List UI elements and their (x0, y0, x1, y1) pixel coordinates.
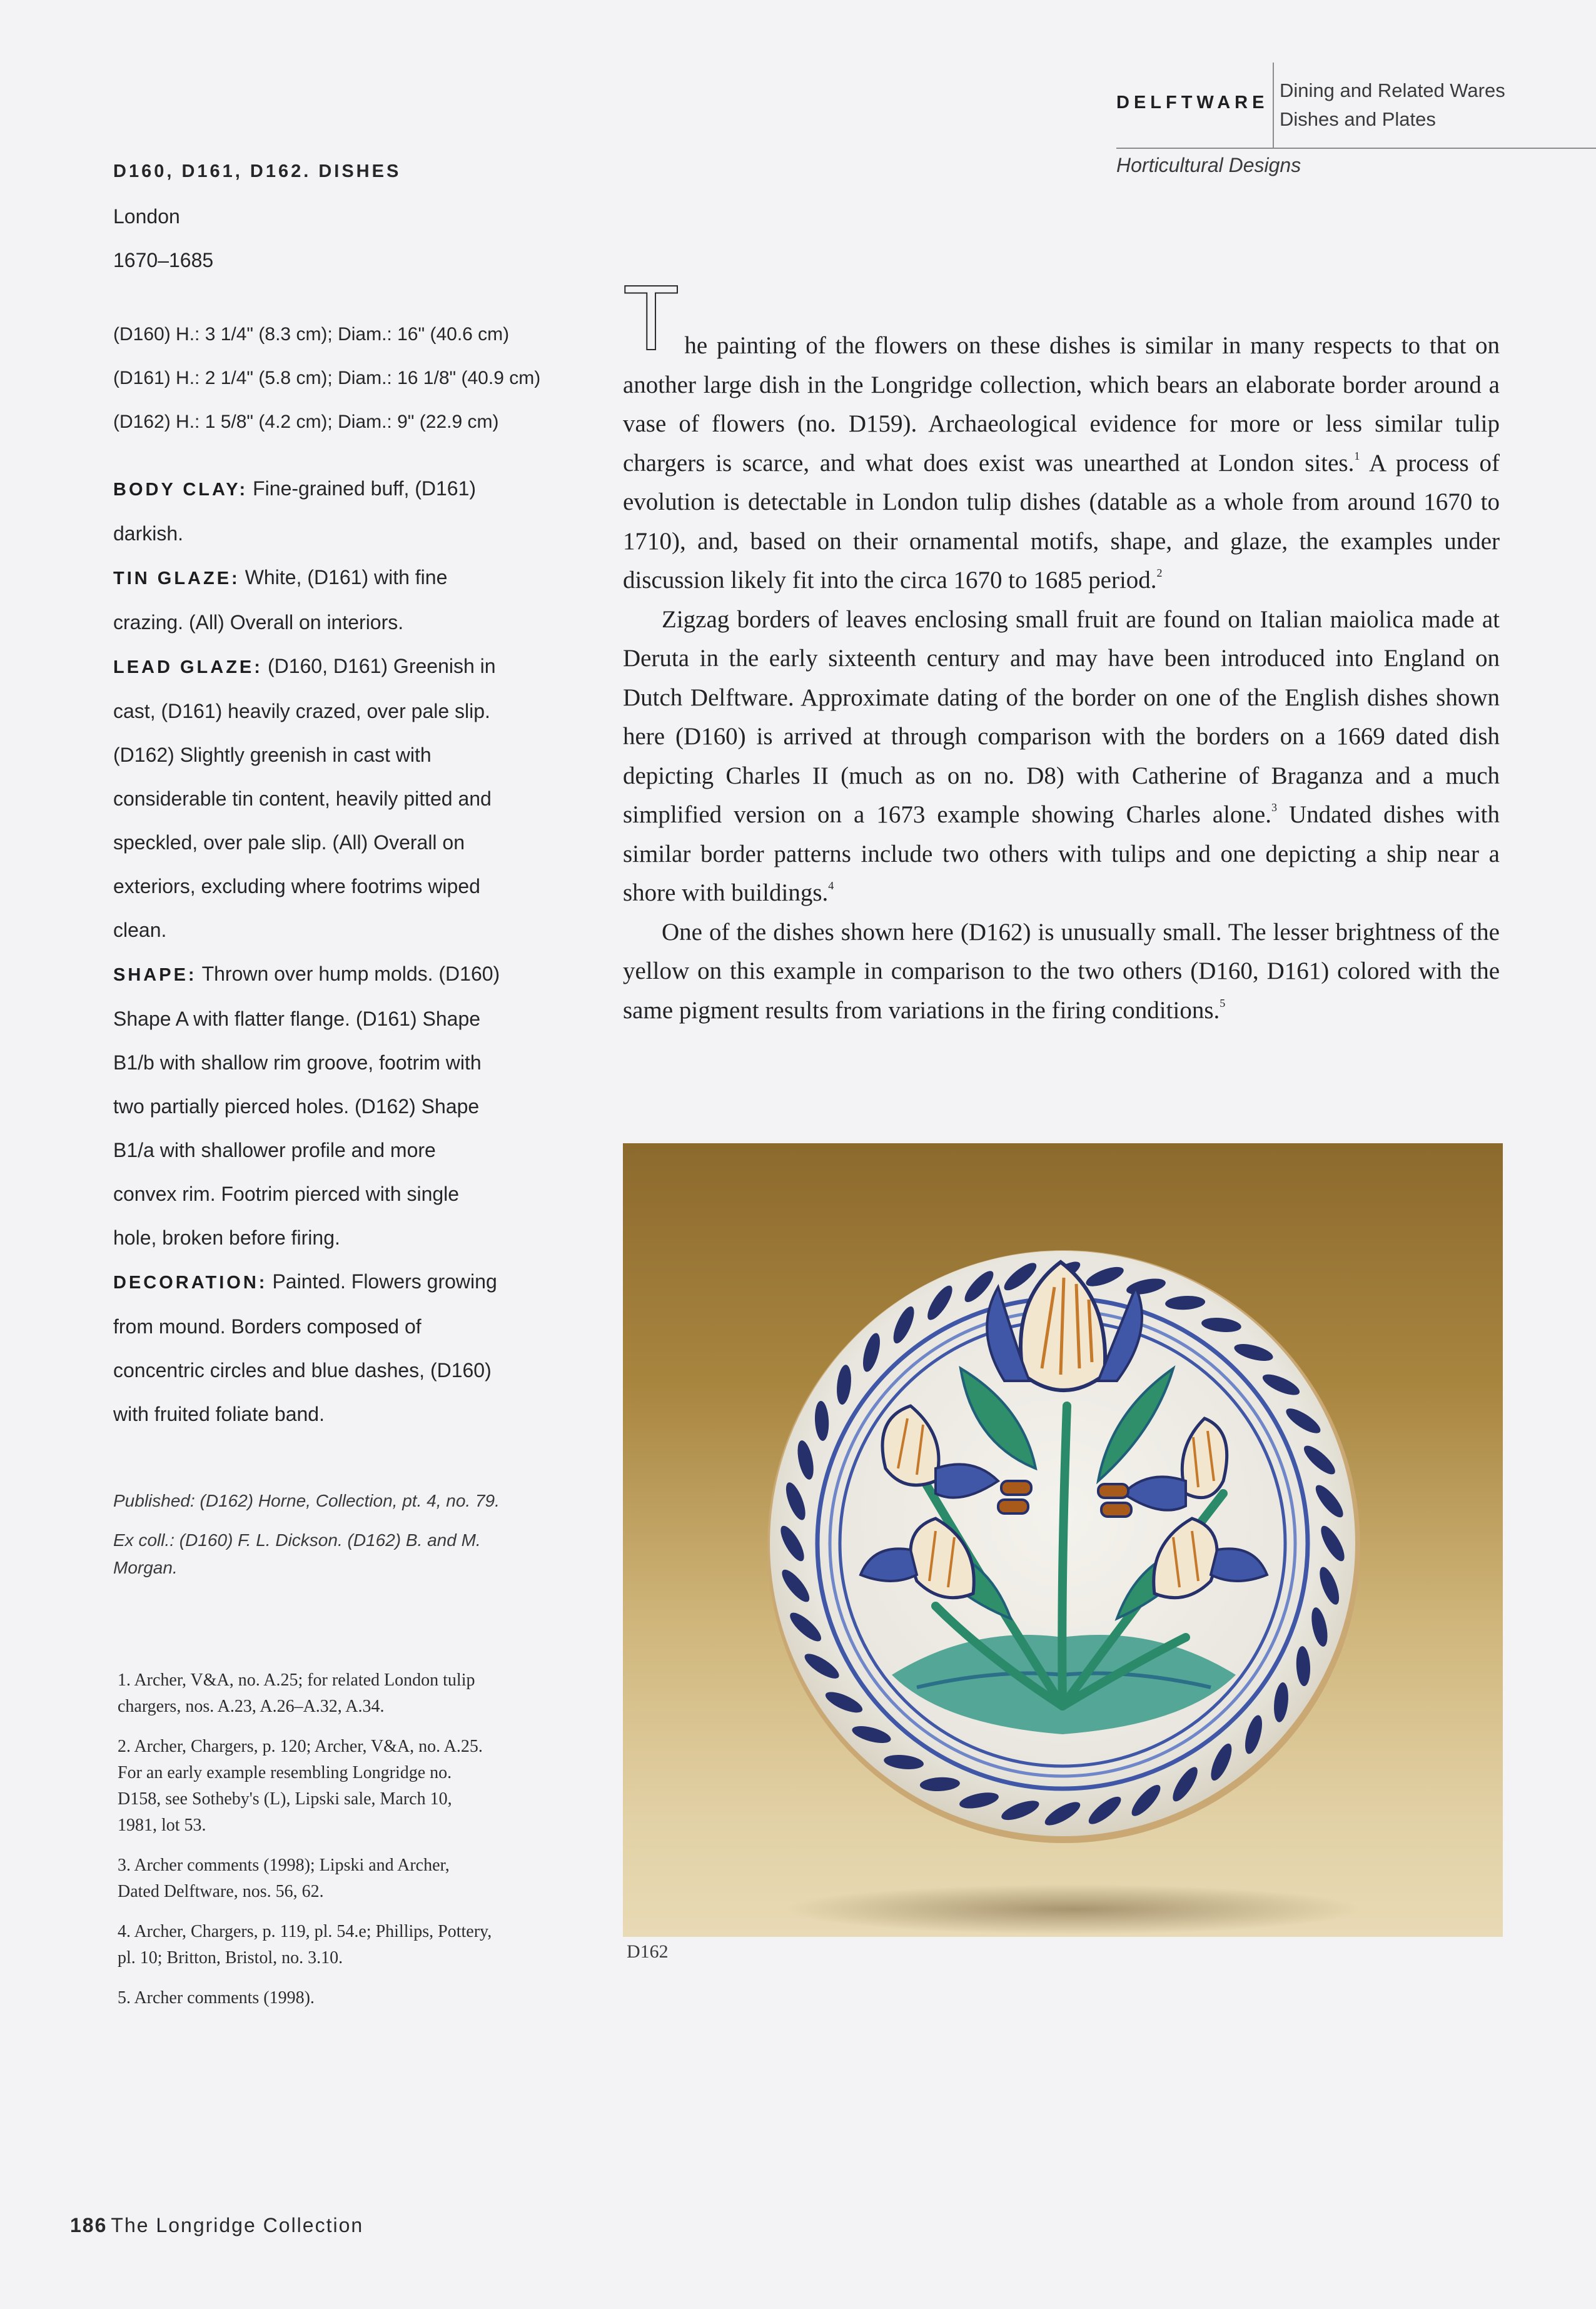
publication-title: The Longridge Collection (111, 2214, 364, 2236)
paragraph-1-text-b: A process of evolution is detectable in London tulip dishes (datable as a whole from around 1670 to 1710), and, based on their ornamental motifs, shape, and glaze, the examples under discussion likely fit into the circa 1670 to 1685 period. (623, 449, 1500, 594)
decoration (113, 1260, 501, 1436)
entry-title: D160, D161, D162. DISHES (113, 161, 402, 181)
entry-description (113, 467, 501, 1436)
paragraph-2 (623, 600, 1500, 913)
category-line-1: Dining and Related Wares (1280, 79, 1505, 101)
paragraph-1 (623, 266, 1500, 600)
dimension-d162: (D162) H.: 1 5/8" (4.2 cm); Diam.: 9" (22.9 cm) (113, 412, 499, 432)
shape-text: Thrown over hump molds. (D160) Shape A with flatter flange. (D161) Shape B1/b with shallow rim groove, footrim with two partially pierced holes. (D162) Shape B1/a with shallower profile and more convex rim. Footrim pierced with single hole, broken before firing. (113, 963, 500, 1249)
footnotes (118, 1667, 493, 2025)
tin-glaze-label: TIN GLAZE: (113, 568, 240, 589)
entry-date: 1670–1685 (113, 249, 214, 271)
figure-caption: D162 (627, 1941, 669, 1962)
body-clay-label: BODY CLAY: (113, 480, 248, 500)
footnote-1: 1. Archer, V&A, no. A.25; for related London tulip chargers, nos. A.23, A.26–A.32, A.34. (118, 1670, 475, 1716)
published-note: Published: (D162) Horne, Collection, pt. 4, no. 79. (113, 1491, 500, 1510)
category-label (1280, 76, 1505, 134)
decoration-label: DECORATION: (113, 1273, 268, 1293)
page-number: 186 (70, 2214, 108, 2236)
tin-glaze (113, 555, 501, 644)
dimension-d161: (D161) H.: 2 1/4" (5.8 cm); Diam.: 16 1/8" (40.9 cm) (113, 368, 541, 388)
page-footer (70, 2214, 363, 2237)
footnote-ref-2[interactable]: 2 (1156, 567, 1163, 579)
provenance (113, 1487, 501, 1594)
paragraph-2-text-a: Zigzag borders of leaves enclosing small fruit are found on Italian maiolica made at Deruta in the early sixteenth century and may have been introduced into England on Dutch Delftware. Approximate dating of the border on one of the English dishes shown here (D160) is arrived at through comparison with the borders on a 1669 dated dish depicting Charles II (much as on no. D8) with Catherine of Braganza and a much simplified version on a 1673 example showing Charles alone. (623, 605, 1500, 828)
paragraph-2-text-b: Undated dishes with similar border patterns include two others with tulips and one depicting a ship near a shore with buildings. (623, 801, 1500, 906)
subcategory-label: Horticultural Designs (1116, 154, 1301, 176)
entry-place: London (113, 205, 180, 228)
ex-collection-note: Ex coll.: (D160) F. L. Dickson. (D162) B. and M. Morgan. (113, 1530, 481, 1577)
footnote-ref-1[interactable]: 1 (1354, 449, 1360, 462)
lead-glaze-label: LEAD GLAZE: (113, 657, 263, 677)
paragraph-3-text: One of the dishes shown here (D162) is unusually small. The lesser brightness of the yellow on this example in comparison to the two others (D160, D161) colored with the same pigment results from variations in the firing conditions. (623, 918, 1500, 1024)
essay-text (623, 266, 1500, 1030)
footnote-ref-5[interactable]: 5 (1220, 996, 1226, 1009)
drop-cap: T (623, 266, 680, 370)
shape (113, 952, 501, 1260)
header-divider-vertical (1273, 63, 1274, 148)
footnote-ref-3[interactable]: 3 (1271, 801, 1277, 814)
dimension-d160: (D160) H.: 3 1/4" (8.3 cm); Diam.: 16" (40.6 cm) (113, 324, 510, 345)
body-clay (113, 467, 501, 555)
tin-glaze-text: White, (D161) with fine crazing. (All) Overall on interiors. (113, 566, 448, 634)
dish-illustration (623, 1143, 1503, 1937)
lead-glaze (113, 644, 501, 952)
shape-label: SHAPE: (113, 965, 197, 985)
category-line-2: Dishes and Plates (1280, 108, 1436, 130)
dish-photograph (623, 1143, 1503, 1937)
entry-dimensions (113, 313, 540, 444)
section-label: DELFTWARE (1116, 93, 1269, 113)
header-divider-horizontal (1116, 148, 1596, 149)
body-clay-text: Fine-grained buff, (D161) darkish. (113, 477, 477, 545)
footnote-ref-4[interactable]: 4 (828, 879, 834, 892)
footnote-4: 4. Archer, Chargers, p. 119, pl. 54.e; Phillips, Pottery, pl. 10; Britton, Bristol, no. 3.10. (118, 1922, 492, 1968)
footnote-2: 2. Archer, Chargers, p. 120; Archer, V&A, no. A.25. For an early example resembling Longridge no. D158, see Sotheby's (L), Lipski sale, March 10, 1981, lot 53. (118, 1737, 483, 1835)
footnote-3: 3. Archer comments (1998); Lipski and Archer, Dated Delftware, nos. 56, 62. (118, 1856, 450, 1901)
decoration-text: Painted. Flowers growing from mound. Borders composed of concentric circles and blue dashes, (D160) with fruited foliate band. (113, 1270, 497, 1425)
footnote-5: 5. Archer comments (1998). (118, 1988, 315, 2008)
paragraph-1-text-a: he painting of the flowers on these dishes is similar in many respects to that on another large dish in the Longridge collection, which bears an elaborate border around a vase of flowers (no. D159). Archaeological evidence for more or less similar tulip chargers is scarce, and what does exist was unearthed at London sites. (623, 332, 1500, 477)
paragraph-3 (623, 913, 1500, 1031)
lead-glaze-text: (D160, D161) Greenish in cast, (D161) heavily crazed, over pale slip. (D162) Slightly greenish in cast with considerable tin content, heavily pitted and speckled, over pale slip. (All) Overall on exteriors, excluding where footrims wiped clean. (113, 655, 496, 941)
